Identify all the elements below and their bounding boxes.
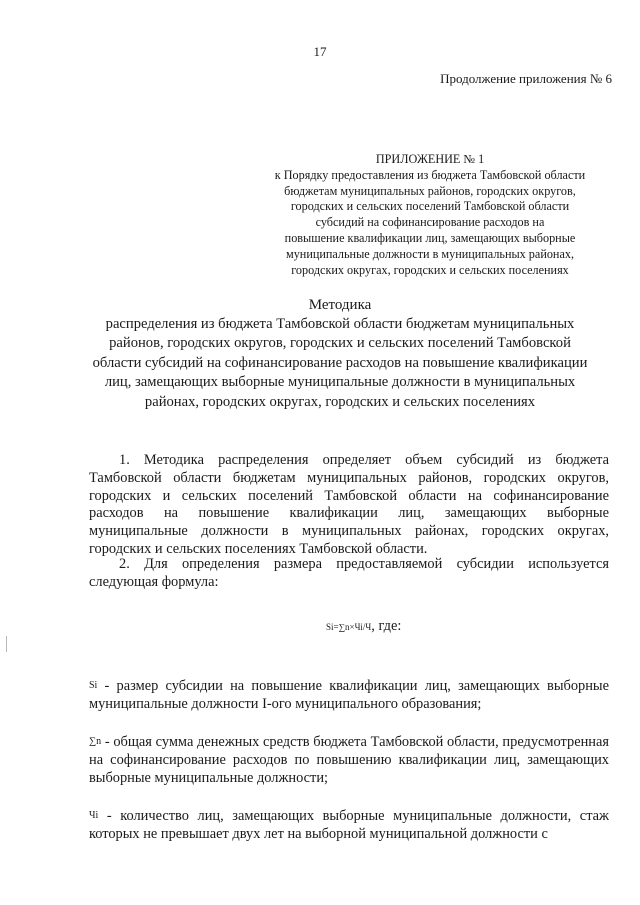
appendix-line: городских и сельских поселений Тамбовской области	[290, 199, 570, 214]
formula-expression: Si=∑n×Чi/Ч	[326, 622, 372, 632]
methodology-title: Методика	[308, 297, 372, 313]
definition-text: - размер субсидии на повышение квалификации лиц, замещающих выборные муниципальные должности I-ого муниципального образования;	[89, 678, 609, 712]
subtitle-line: районах, городских округах, городских и сельских поселениях	[144, 393, 536, 410]
appendix-line: муниципальные должности в муниципальных районах,	[285, 246, 575, 261]
appendix-line: повышение квалификации лиц, замещающих выборные	[284, 230, 576, 245]
appendix-line: субсидий на софинансирование расходов на	[315, 215, 545, 230]
formula-suffix: , где:	[371, 618, 402, 634]
methodology-subtitle	[60, 315, 620, 412]
appendix-header	[250, 152, 610, 278]
appendix-line: городских округах, городских и сельских поселениях	[291, 262, 569, 277]
page-number: 17	[313, 44, 327, 59]
definition-symbol: Чi	[89, 810, 99, 821]
appendix-line: бюджетам муниципальных районов, городских округов,	[284, 183, 576, 198]
definition-text: - количество лиц, замещающих выборные муниципальные должности, стаж которых не превышает двух лет на выборной муниципальной должности с	[89, 808, 609, 842]
definition-text: - общая сумма денежных средств бюджета Тамбовской области, предусмотренная на софинансирование расходов по повышению квалификации лиц, замещающих выборные муниципальные должности;	[89, 734, 609, 786]
subtitle-line: районов, городских округов, городских и сельских поселений Тамбовской	[109, 335, 571, 352]
scan-edge-mark	[6, 636, 7, 652]
definition-s	[89, 677, 609, 714]
paragraph-1: 1. Методика распределения определяет объем субсидий из бюджета Тамбовской области бюджетам муниципальных районов, городских округов, городских и сельских поселений Тамбовской области на софинансирование расходов на повышение квалификации лиц, замещающих выборные муниципальные должности в муниципальных районах, городских округах, городских и сельских поселениях Тамбовской области.	[89, 452, 609, 557]
paragraph-2: 2. Для определения размера предоставляемой субсидии используется следующая формула:	[89, 556, 609, 590]
definition-symbol: Si	[89, 680, 98, 691]
definition-sum	[89, 733, 609, 787]
appendix-line: ПРИЛОЖЕНИЕ № 1	[375, 152, 485, 166]
subtitle-line: области субсидий на софинансирование расходов на повышение квалификации	[92, 354, 588, 371]
formula	[326, 618, 401, 635]
appendix-line: к Порядку предоставления из бюджета Тамбовской области	[274, 167, 586, 182]
continuation-note: Продолжение приложения № 6	[440, 71, 612, 86]
definition-count	[89, 807, 609, 844]
subtitle-line: лиц, замещающих выборные муниципальные должности в муниципальных	[104, 374, 576, 391]
subtitle-line: распределения из бюджета Тамбовской области бюджетам муниципальных	[105, 316, 575, 332]
definition-symbol: ∑n	[89, 736, 102, 747]
